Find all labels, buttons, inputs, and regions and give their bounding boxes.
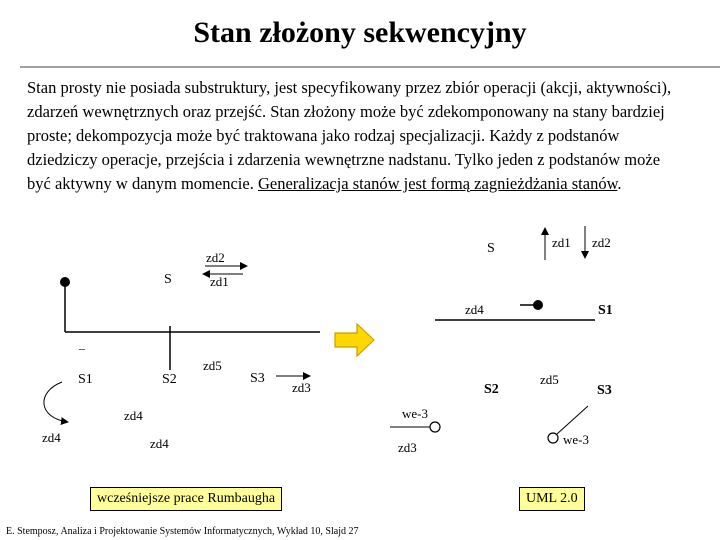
state-s-label-left: S [164, 272, 172, 287]
we3-left-point [430, 422, 440, 432]
paragraph-end: . [617, 174, 622, 193]
event-zd1-left: zd1 [210, 274, 229, 289]
zd4-loop-arrow [44, 382, 68, 422]
right-diagram [390, 226, 613, 455]
state-s3-label-right: S3 [597, 383, 612, 398]
left-diagram [42, 250, 320, 451]
generalization-link[interactable]: Generalizacja stanów jest formą zagnieżdżania stanów [257, 174, 618, 193]
initial-state-right [533, 300, 543, 310]
minus-mark: – [79, 341, 85, 355]
event-zd4-bottom-left: zd4 [150, 436, 169, 451]
event-zd3-left: zd3 [292, 380, 311, 395]
event-zd4-right: zd4 [465, 302, 484, 317]
state-s3-label-left: S3 [250, 371, 265, 386]
slide-footer: E. Stemposz, Analiza i Projektowanie Systemów Informatycznych, Wykład 10, Slajd 27 [6, 526, 359, 537]
event-zd2-right: zd2 [592, 235, 611, 250]
note-uml: UML 2.0 [519, 487, 585, 511]
event-zd2-left: zd2 [206, 250, 225, 265]
event-zd5-left: zd5 [203, 358, 222, 373]
we3-right-line [557, 406, 588, 434]
event-zd1-right: zd1 [552, 235, 571, 250]
entry-we3-left: we-3 [402, 406, 428, 421]
state-s2-label-right: S2 [484, 382, 499, 397]
paragraph-text: Stan prosty nie posiada substruktury, jest specyfikowany przez zbiór operacji (akcji, aktywności), zdarzeń wewnętrznych oraz przejść. Stan złożony może być zdekomponowany na stany bardziej proste; dekompozycja może być traktowana jako rodzaj specjalizacji. Każdy z podstanów dziedziczy operacje, przejścia i zdarzenia wewnętrzne nadstanu. Tylko jeden z podstanów może być aktywny w danym momencie. [27, 78, 672, 193]
event-zd4-mid-left: zd4 [124, 408, 143, 423]
block-arrow [335, 324, 374, 356]
event-zd4-loop-left: zd4 [42, 430, 61, 445]
block-arrow-shape [335, 324, 374, 356]
we3-right-point [548, 433, 558, 443]
state-s-label-right: S [487, 241, 495, 256]
event-zd5-right: zd5 [540, 372, 559, 387]
slide-title: Stan złożony sekwencyjny [193, 16, 527, 49]
event-zd3-right: zd3 [398, 440, 417, 455]
state-s1-label-right: S1 [598, 303, 613, 318]
state-s1-label-left: S1 [78, 372, 93, 387]
entry-we3-right: we-3 [563, 432, 589, 447]
note-rumbaugh: wcześniejsze prace Rumbaugha [90, 487, 282, 511]
state-s2-label-left: S2 [162, 372, 177, 387]
